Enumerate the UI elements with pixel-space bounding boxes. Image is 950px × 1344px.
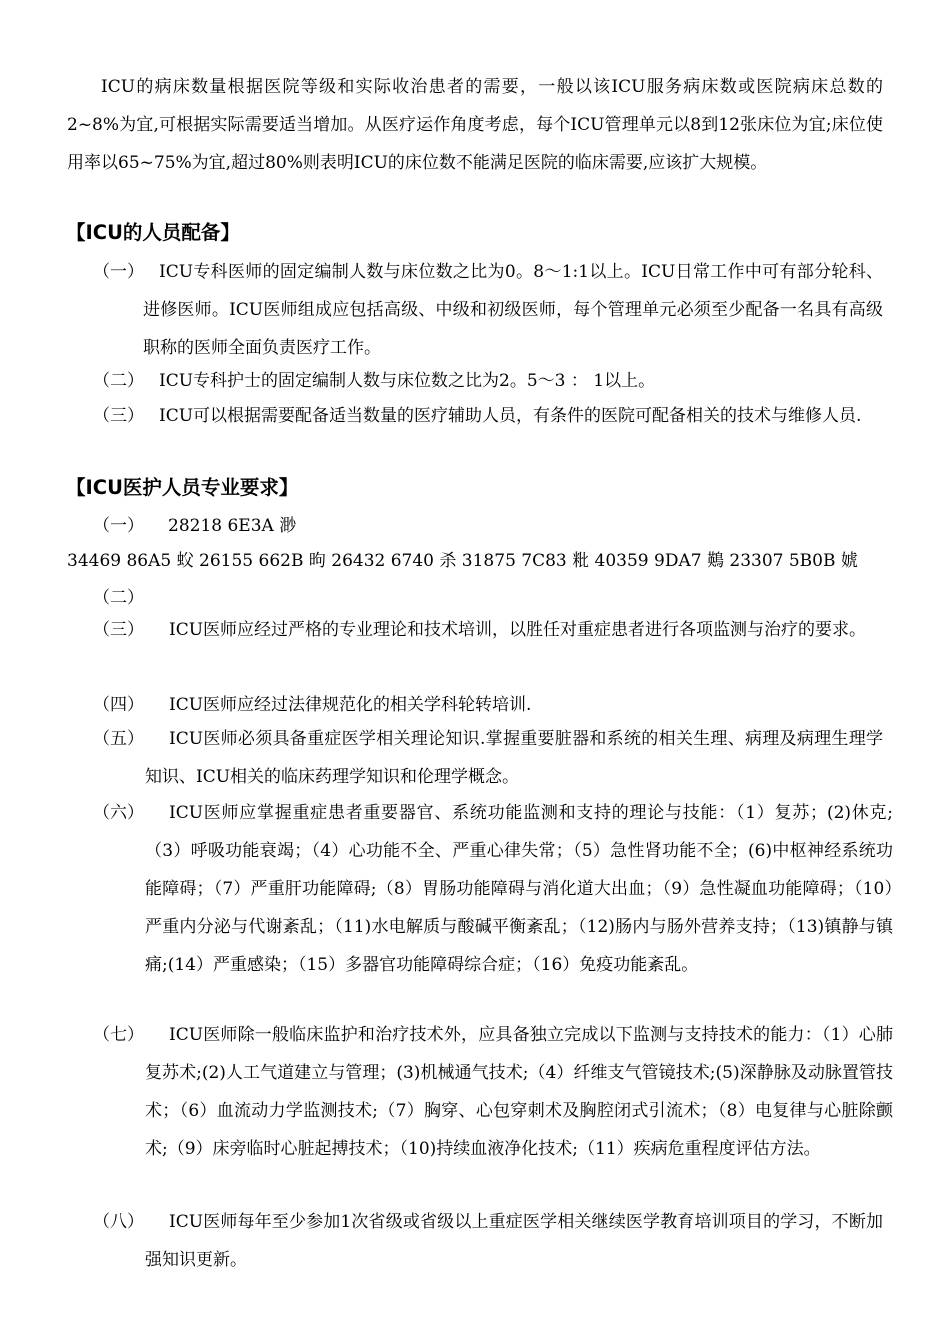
item-text: ICU专科医师的固定编制人数与床位数之比为0。8～1:1以上。ICU日常工作中可有部分轮科、进修医师。ICU医师组成应包括高级、中级和初级医师，每个管理单元必须至少配备一名具有高级职称的医师全面负责医疗工作。 <box>143 262 883 358</box>
intro-paragraph: ICU的病床数量根据医院等级和实际收治患者的需要，一般以该ICU服务病床数或医院病床总数的2~8%为宜,可根据实际需要适当增加。从医疗运作角度考虑，每个ICU管理单元以8到12张床位为宜;床位使用率以65~75%为宜,超过80%则表明ICU的床位数不能满足医院的临床需要,应该扩大规模。 <box>67 77 883 173</box>
item-text: ICU医师应经过法律规范化的相关学科轮转培训. <box>169 695 532 715</box>
item-text: ICU可以根据需要配备适当数量的医疗辅助人员，有条件的医院可配备相关的技术与维修人员. <box>159 406 862 426</box>
item-text: ICU医师除一般临床监护和治疗技术外，应具备独立完成以下监测与支持技术的能力：（1）心肺复苏术;(2)人工气道建立与管理；(3)机械通气技术;（4）纤维支气管镜技术;(5)深静脉及动脉置管技术；（6）血流动力学监测技术;（7）胸穿、心包穿刺术及胸腔闭式引流术；（8）电复律与心脏除颤术;（9）床旁临时心脏起搏技术；（10)持续血液净化技术;（11）疾病危重程度评估方法。 <box>145 1025 893 1159</box>
requirements-item-2 <box>93 583 144 613</box>
item-text: ICU医师每年至少参加1次省级或省级以上重症医学相关继续医学教育培训项目的学习，不断加强知识更新。 <box>145 1212 883 1270</box>
item-text: ICU医师必须具备重症医学相关理论知识.掌握重要脏器和系统的相关生理、病理及病理生理学知识、ICU相关的临床药理学知识和伦理学概念。 <box>145 729 883 787</box>
requirements-item-8 <box>93 1203 923 1279</box>
item-text: 28218 6E3A 渺 <box>168 516 297 536</box>
staffing-heading: 【ICU的人员配备】 <box>66 221 240 244</box>
item-number: （三） <box>93 620 144 640</box>
requirements-item-1 <box>93 511 296 541</box>
staffing-item-3 <box>93 397 923 435</box>
item-number: （八） <box>93 1212 144 1232</box>
item-number: （二） <box>93 588 144 608</box>
item-number: （一） <box>93 262 144 282</box>
requirements-item-7 <box>93 1016 923 1168</box>
requirements-item-3 <box>93 611 923 649</box>
item-text: ICU医师应经过严格的专业理论和技术培训，以胜任对重症患者进行各项监测与治疗的要求。 <box>169 620 867 640</box>
requirements-item-6 <box>93 794 923 984</box>
requirements-heading: 【ICU医护人员专业要求】 <box>66 476 299 499</box>
staffing-item-1-body <box>93 253 923 367</box>
item-number: （二） <box>93 371 144 391</box>
staffing-item-2 <box>93 362 923 400</box>
requirements-item-4 <box>93 686 923 724</box>
requirements-item-5 <box>93 720 923 796</box>
item-number: （一） <box>93 516 144 536</box>
item-number: （五） <box>93 729 144 749</box>
item-number: （七） <box>93 1025 144 1045</box>
item-text: ICU专科护士的固定编制人数与床位数之比为2。5～3 ： 1以上。 <box>159 371 656 391</box>
item-number: （三） <box>93 406 144 426</box>
item-number: （四） <box>93 695 144 715</box>
garbled-text-line: 34469 86A5 蚥 26155 662B 昫 26432 6740 杀 31875 7C83 粃 40359 9DA7 鶧 23307 5B0B 婋 <box>67 551 858 571</box>
item-text: ICU医师应掌握重症患者重要器官、系统功能监测和支持的理论与技能：（1）复苏；(2)休克;（3）呼吸功能衰竭；（4）心功能不全、严重心律失常；（5）急性肾功能不全；(6)中枢神经系统功能障碍；（7）严重肝功能障碍;（8）胃肠功能障碍与消化道大出血；（9）急性凝血功能障碍；（10）严重内分泌与代谢紊乱；（11)水电解质与酸碱平衡紊乱；（12)肠内与肠外营养支持；（13)镇静与镇痛;(14）严重感染；（15）多器官功能障碍综合症；（16）免疫功能紊乱。 <box>145 803 893 975</box>
item-number: （六） <box>93 803 144 823</box>
